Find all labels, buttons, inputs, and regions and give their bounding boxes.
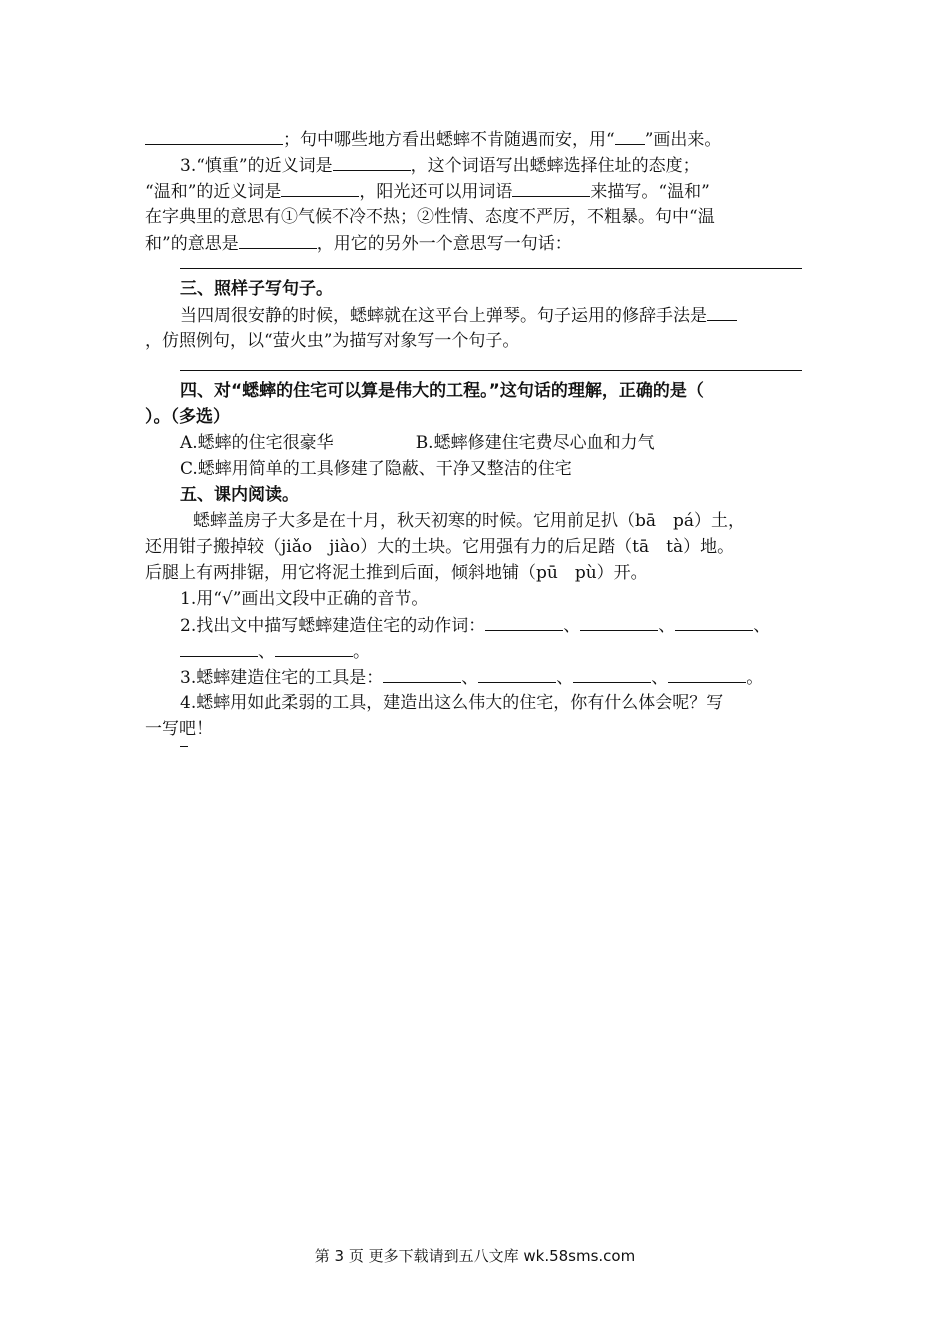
answer-line[interactable] xyxy=(180,268,802,269)
s3-line1: 当四周很安静的时候，蟋蟀就在这平台上弹琴。句子运用的修辞手法是 xyxy=(180,302,860,329)
answer-blank[interactable] xyxy=(239,230,317,249)
s5-q2-cont: 、 。 xyxy=(180,638,860,665)
s3-line2: ，仿照例句，以“萤火虫”为描写对象写一个句子。 xyxy=(145,331,520,351)
option-c[interactable]: C.蟋蟀用简单的工具修建了隐蔽、干净又整洁的住宅 xyxy=(180,459,572,479)
section-5-title: 五、课内阅读。 xyxy=(180,485,299,505)
q3-line1: 3.“慎重”的近义词是 ，这个词语写出蟋蟀选择住址的态度； xyxy=(180,152,860,179)
s5-q4-line1: 4.蟋蟀用如此柔弱的工具，建造出这么伟大的住宅，你有什么体会呢？写 xyxy=(180,693,724,713)
text-cursor xyxy=(180,746,188,747)
answer-blank[interactable] xyxy=(512,178,590,197)
q2-continuation: ；句中哪些地方看出蟋蟀不肯随遇而安，用“ ”画出来。 xyxy=(145,126,825,153)
section-3-title: 三、照样子写句子。 xyxy=(180,279,333,299)
answer-blank[interactable] xyxy=(615,126,645,145)
q3-line4: 和”的意思是 ，用它的另外一个意思写一句话： xyxy=(145,230,825,257)
q3-line3: 在字典里的意思有①气候不冷不热；②性情、态度不严厉，不粗暴。句中“温 xyxy=(145,207,715,227)
answer-line[interactable] xyxy=(180,370,802,371)
s5-q2: 2.找出文中描写蟋蟀建造住宅的动作词： 、 、 、 xyxy=(180,612,860,639)
s5-q3: 3.蟋蟀建造住宅的工具是： 、 、 、 。 xyxy=(180,664,860,691)
answer-blank[interactable] xyxy=(580,612,658,631)
passage-line3: 后腿上有两排锯，用它将泥土推到后面，倾斜地铺（pū pù）开。 xyxy=(145,563,648,583)
answer-blank[interactable] xyxy=(275,638,353,657)
answer-blank[interactable] xyxy=(180,638,258,657)
answer-blank[interactable] xyxy=(675,612,753,631)
section-4-title-cont: ）。（多选） xyxy=(145,407,230,427)
page-footer: 第 3 页 更多下载请到五八文库 wk.58sms.com xyxy=(314,1247,636,1265)
answer-blank[interactable] xyxy=(707,302,737,321)
q3-line2: “温和”的近义词是 ，阳光还可以用词语 来描写。“温和” xyxy=(145,178,825,205)
option-a[interactable]: A.蟋蟀的住宅很豪华 xyxy=(180,433,334,453)
answer-blank[interactable] xyxy=(333,152,411,171)
passage-line2: 还用钳子搬掉较（jiǎo jiào）大的土块。它用强有力的后足踏（tā tà）地。 xyxy=(145,537,735,557)
section-4-title: 四、对“蟋蟀的住宅可以算是伟大的工程。”这句话的理解，正确的是（ xyxy=(180,381,704,401)
s5-q1: 1.用“√”画出文段中正确的音节。 xyxy=(180,589,429,609)
answer-blank[interactable] xyxy=(668,664,746,683)
answer-blank[interactable] xyxy=(573,664,651,683)
answer-blank[interactable] xyxy=(485,612,563,631)
answer-blank[interactable] xyxy=(145,126,283,145)
option-b[interactable]: B.蟋蟀修建住宅费尽心血和力气 xyxy=(415,433,655,453)
s4-options-ab xyxy=(180,430,860,456)
answer-blank[interactable] xyxy=(281,178,359,197)
answer-blank[interactable] xyxy=(383,664,461,683)
s5-q4-line2: 一写吧！ xyxy=(145,719,213,739)
passage-line1: 蟋蟀盖房子大多是在十月，秋天初寒的时候。它用前足扒（bā pá）土， xyxy=(193,511,746,531)
answer-blank[interactable] xyxy=(478,664,556,683)
